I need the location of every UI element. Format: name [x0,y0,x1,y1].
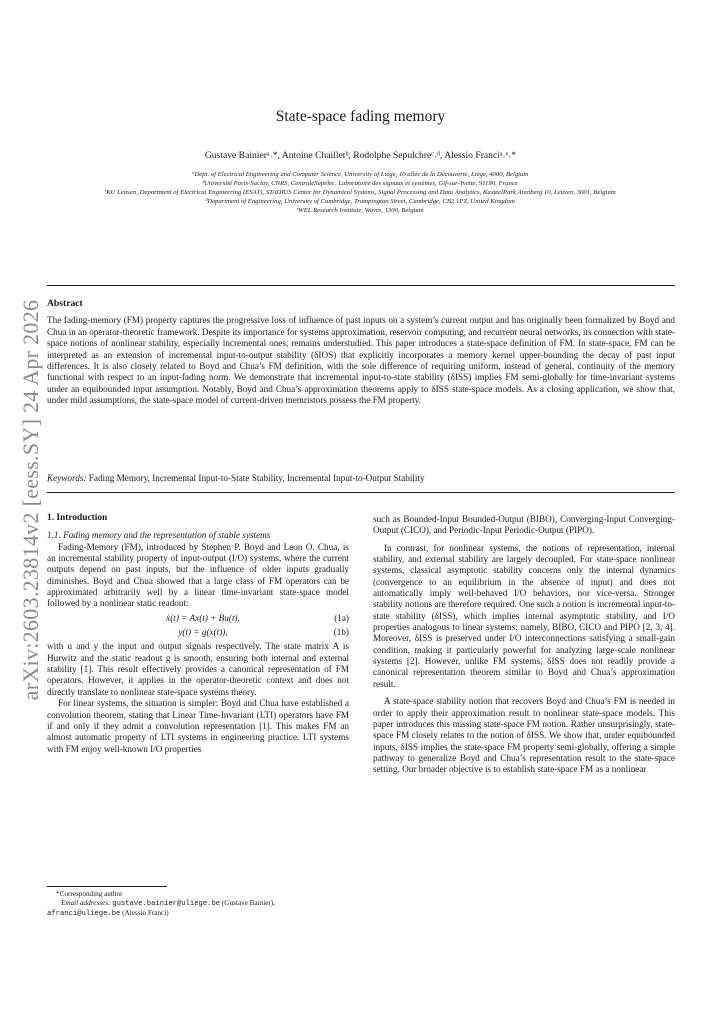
affiliation-e: ᵉWEL Research Institute, Wavre, 1300, Belgium [296,207,424,214]
email-name-bainier: (Gustave Bainier), [221,899,275,907]
equation-1b [47,627,349,638]
affiliation-d: ᵈDepartment of Engineering, University of Cambridge, Trumpington Street, Cambridge, CB2 1PZ, United Kingdom [205,198,515,205]
footnote-emails [47,899,349,909]
intro-right-paragraph-1: such as Bounded-Input Bounded-Output (BIBO), Converging-Input Converging-Output (CICO), and Periodic-Input Periodic-Output (PIPO). [373,514,675,536]
equation-1a-body: ẋ(t) = Ax(t) + Bu(t), [166,612,240,623]
email-name-franci: (Alessio Franci) [122,909,169,917]
keywords [47,473,675,483]
affiliation-a: ᵃDept. of Electrical Engineering and Computer Science, University of Liège, 10 allée de la Découverte, Liège, 4000, Belgium [191,171,529,178]
footnote-emails-cont [47,909,349,919]
intro-paragraph-1: Fading-Memory (FM), introduced by Stephen P. Boyd and Leon O. Chua, is an incremental stability property of input-output (I/O) systems, where the current outputs depend on past inputs, but the influence of older inputs gradually diminishes. Boyd and Chua showed that a large class of FM operators can be approximated arbitrarily well by a linear time-invariant state-space model followed by a nonlinear static readout: [47,541,349,609]
affiliation-c: ᶜKU Leuven, Department of Electrical Engineering (ESAT), STADIUS Center for Dynamical Systems, Signal Processing and Data Analytics, KasteelPark Arenberg 10, Leuven, 3001, Belgium [104,189,616,196]
equation-1a-number: (1a) [334,612,349,623]
right-column [373,514,675,776]
abstract-top-rule [47,285,675,286]
email-link-bainier[interactable]: gustave.bainier@uliege.be [112,900,221,908]
section-heading: 1. Introduction [47,513,108,523]
equation-1a [47,613,349,624]
affiliation-b: ᵇUniversité Paris-Saclay, CNRS, CentraleSupélec, Laboratoire des signaux et systèmes, Gif-sur-Yvette, 91190, France [202,180,518,187]
footnote-rule [47,886,167,887]
footnote [47,886,349,919]
abstract-heading: Abstract [47,298,83,309]
intro-right-paragraph-2: In contrast, for nonlinear systems, the notions of representation, internal stability, and external stability are largely decoupled. For state-space nonlinear systems, classical asymptotic stability concerns only the internal dynamics (convergence to an equilibrium in the absence of input) and does not automatically imply well-behaved I/O behaviors, nor vice-versa. Stronger stability notions are therefore required. One such a notion is incremental input-to-state stability (δISS), which implies internal asymptotic stability, and I/O properties analogous to linear systems: namely, BIBO, CICO and PIPO [2, 3, 4]. Moreover, δISS is preserved under I/O interconnections satisfying a small-gain condition, making it particularly powerful for analyzing large-scale nonlinear systems [2]. However, unlike FM systems, δISS does not readily provide a canonical representation theorem similar to Boyd and Chua’s approximation result. [373,542,675,689]
email-link-franci[interactable]: afranci@uliege.be [47,910,121,918]
subsection-heading: 1.1. Fading memory and the representation of stable systems [47,530,271,541]
keywords-text: Fading Memory, Incremental Input-to-State Stability, Incremental Input-to-Output Stability [88,473,425,483]
arxiv-watermark [18,290,44,710]
intro-right-paragraph-3: A state-space stability notion that recovers Boyd and Chua’s FM is needed in order to apply their approximation result to nonlinear state-space models. This paper introduces this missing state-space FM notion. Rather unsurprisingly, state-space FM closely relates to the notion of δISS. We show that, under equibounded inputs, δISS implies the state-space FM property semi-globally, offering a simple pathway to generalize Boyd and Chua’s representation result to the state-space setting. Our broader objective is to establish state-space FM as a nonlinear [373,696,675,775]
arxiv-id: arXiv:2603.23814v2 [eess.SY] 24 Apr 2026 [18,299,43,701]
left-column [47,513,349,755]
affiliations [60,170,660,215]
footnote-corresponding: *Corresponding author [56,890,123,898]
keywords-label: Keywords: [47,473,87,483]
abstract [47,298,675,407]
author-list: Gustave Bainierᵃ˒*, Antoine Chailletᵇ, Rodolphe Sepulchreᶜ˒ᵈ, Alessio Franciᵃ˒ᵉ˒* [204,150,517,161]
intro-paragraph-3: For linear systems, the situation is simpler: Boyd and Chua have established a convolution theorem, stating that Linear Time-Invariant (LTI) operators have FM if and only if they admit a convolution representation [1]. This makes FM an almost automatic property of LTI systems in engineering practice. LTI systems with FM enjoy well-known I/O properties [47,698,349,754]
equation-1b-body: y(t) = g(x(t)), [178,627,228,638]
abstract-text: The fading-memory (FM) property captures the progressive loss of influence of past inputs on a system’s current output and has originally been formalized by Boyd and Chua in an operator-theoretic framework. Despite its importance for systems approximation, reservoir computing, and recurrent neural networks, its connection with state-space notions of nonlinear stability, especially incremental ones, remains understudied. This paper introduces a state-space definition of FM. In state-space, FM can be interpreted as an extension of incremental input-to-output stability (δIOS) that explicitly incorporates a memory kernel upper-bounding the decay of past input differences. It is also closely related to Boyd and Chua’s FM definition, with the sole difference of requiring uniform, instead of general, continuity of the memory functional with respect to an input-fading norm. We demonstrate that incremental input-to-state stability (δISS) implies FM semi-globally for time-invariant systems under an equibounded input assumption. Notably, Boyd and Chua’s approximation theorems apply to δISS state-space models. As a closing application, we show that, under mild assumptions, the state-space model of current-driven memristors possess the FM property. [47,315,675,406]
intro-paragraph-2: with u and y the input and output signals respectively. The state matrix A is Hurwitz and the static readout g is smooth, ensuring both internal and external stability [1]. This result effectively provides a canonical representation of FM operators. However, it applies in the operator-theoretic context and does not directly translate to nonlinear state-space systems theory. [47,641,349,697]
paper-title: State-space fading memory [275,108,446,125]
email-label: Email addresses: [61,899,111,907]
abstract-bottom-rule [47,492,675,493]
equation-1b-number: (1b) [333,627,349,638]
